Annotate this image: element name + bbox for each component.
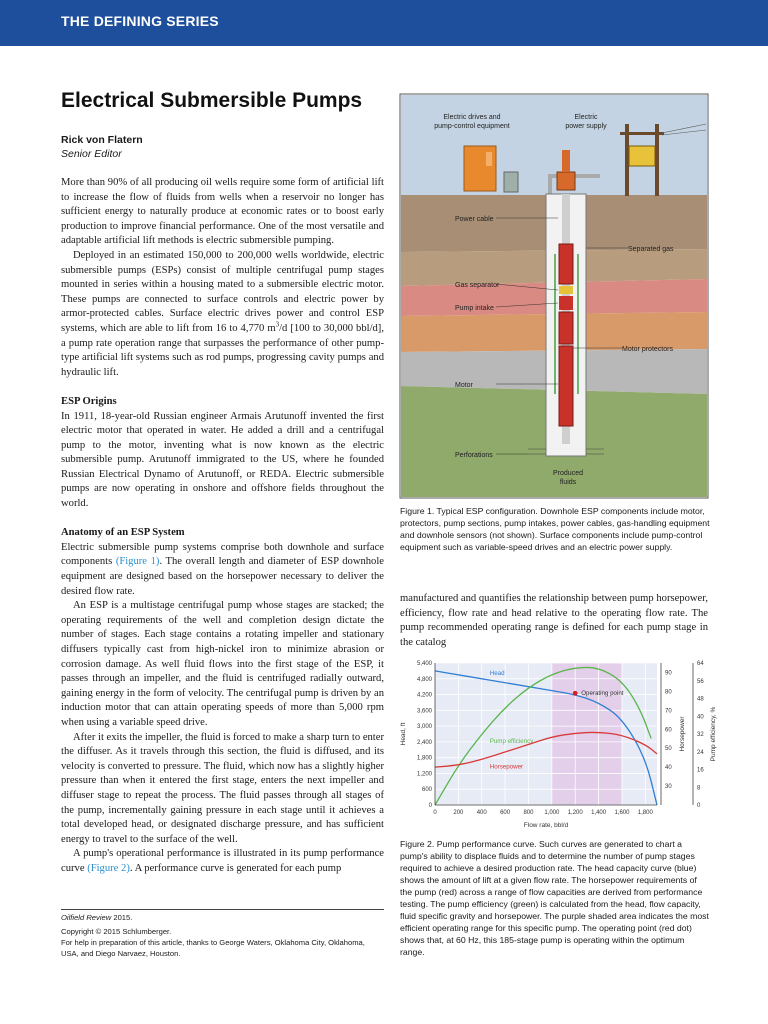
- superscript: 3: [275, 320, 280, 329]
- spacer: [61, 380, 384, 395]
- figure-1-link[interactable]: (Figure 1): [115, 556, 160, 568]
- y-tick-label: 3,000: [416, 724, 432, 731]
- right-column-text: manufactured and quantifies the relationship between pump horsepower, efficiency, flow rate and head relative to the operating flow rate. The pump recommended operating range is defined for each pump stage in the catalog: [400, 593, 708, 648]
- y3-tick-label: 16: [697, 767, 704, 774]
- transformer: [629, 146, 655, 166]
- spacer: [61, 512, 384, 527]
- label-produced-2: fluids: [559, 479, 577, 486]
- series-label-horsepower: Horsepower: [489, 763, 524, 771]
- text: . A performance curve is generated for each pump: [129, 862, 342, 874]
- y3-tick-label: 56: [697, 678, 704, 685]
- x-axis-label: Flow rate, bbl/d: [523, 822, 569, 829]
- left-column: [61, 176, 384, 877]
- y3-tick-label: 48: [697, 696, 704, 703]
- figure-2-caption: Figure 2. Pump performance curve. Such curves are generated to chart a pump's ability to displace fluids and to determine the number of pump stages required to achieve a desired production rate. The head capacity curve (blue) shows the amount of lift at a given flow rate. The horsepower requirements of the pump (red) across a range of flow capacities are derived from performance testing. The pump efficiency (green) is calculated from the head, flow capacity, fluid specific gravity and horsepower. The purple shaded area indicates the most efficient operating range for this specific pump. The operating point (red dot) shows that, at 60 Hz, this 185-stage pump is operating within the optimum range.: [400, 839, 709, 957]
- y-tick-label: 2,400: [416, 739, 432, 746]
- pump-intake-body: [559, 296, 573, 310]
- crossarm: [620, 132, 664, 135]
- y-tick-label: 1,800: [416, 755, 432, 762]
- y-tick-label: 3,600: [416, 708, 432, 715]
- figure-2-performance-chart: [395, 655, 715, 833]
- operating-point-marker: [573, 691, 578, 696]
- x-tick-label: 1,600: [614, 810, 630, 816]
- drive-panel: [486, 152, 492, 166]
- label-motor-protectors: Motor protectors: [622, 346, 673, 353]
- wellhead-valve: [562, 150, 570, 172]
- author-role: Senior Editor: [61, 148, 122, 160]
- series-label-head: Head: [489, 669, 505, 677]
- footnote-rule: [61, 909, 384, 910]
- label-perforations: Perforations: [455, 452, 493, 459]
- y2-tick-label: 70: [665, 708, 672, 715]
- label-drives-1: Electric drives and: [443, 114, 501, 121]
- label-motor: Motor: [455, 382, 473, 389]
- y-tick-label: 0: [428, 803, 432, 809]
- y-tick-label: 1,200: [416, 771, 432, 778]
- article-title: Electrical Submersible Pumps: [61, 89, 363, 112]
- figure-1-caption: Figure 1. Typical ESP configuration. Downhole ESP components include motor, protectors, pump sections, pump intakes, power cables, gas-handling equipment and downhole sensors (not shown). Surface components include pump-control equipment such as variable-speed drives and an electric power supply.: [400, 506, 710, 552]
- x-tick-label: 600: [500, 810, 511, 816]
- journal-year: 2015.: [111, 913, 133, 922]
- figure-2-link[interactable]: (Figure 2): [87, 862, 130, 874]
- footnote-copyright: Copyright © 2015 Schlumberger.: [61, 927, 172, 936]
- pump-section: [559, 244, 573, 284]
- junction-box: [504, 172, 518, 192]
- y2-tick-label: 90: [665, 670, 672, 677]
- series-title: THE DEFINING SERIES: [61, 13, 219, 29]
- y3-axis-label: Pump efficiency, %: [710, 706, 717, 762]
- label-power-1: Electric: [574, 114, 598, 121]
- figure-1-esp-illustration: [400, 94, 708, 498]
- paragraph-intro: More than 90% of all producing oil wells require some form of artificial lift to increase the flow of fluids from wells when a reservoir no longer has sufficient energy to naturally produce at economic rates or to boost early production to improve financial performance. One of the most versatile and adaptable artificial lift methods is electric submersible pumping.: [61, 177, 384, 247]
- y-tick-label: 5,400: [416, 661, 432, 667]
- gas-separator-ring: [559, 286, 573, 294]
- x-tick-label: 1,400: [591, 810, 607, 816]
- text: Deployed in an estimated 150,000 to 200,000 wells worldwide, electric submersible pumps (ESPs) consist of multiple centrifugal pump stages mounted in series within a housing mated to a submersible electric motor. These pumps are connected to surface controls and electric power by armor-protected cables. Surface electric drives power and control ESP systems, which are able to lift from 16 to 4,770 m: [61, 249, 384, 334]
- label-gas-separator: Gas separator: [455, 282, 500, 289]
- x-tick-label: 400: [476, 810, 487, 816]
- text: Electric submersible pump systems comprise both downhole and surface components: [61, 541, 384, 568]
- label-power-2: power supply: [565, 123, 607, 130]
- y-tick-label: 4,800: [416, 676, 432, 683]
- y2-tick-label: 60: [665, 727, 672, 734]
- paragraph-anatomy: [61, 541, 384, 599]
- paragraph-diffuser: After it exits the impeller, the fluid is forced to make a sharp turn to enter the diffuser. As it travels through this section, the fluid is diffused, and its velocity is converted to pressure. The fluid, which now has a slightly higher pressure than when it entered the first stage, enters the next impeller and diffuser stage to repeat the process. The fluid passes through all stages of the pump, incrementally gaining pressure in each stage until it achieves a total developed head, or designated discharge pressure, and has sufficient energy to travel to the surface of the well.: [61, 731, 384, 845]
- y2-tick-label: 50: [665, 746, 672, 753]
- x-tick-label: 1,000: [544, 810, 560, 816]
- x-tick-label: 200: [453, 810, 464, 816]
- x-tick-label: 800: [523, 810, 534, 816]
- heading-esp-origins: ESP Origins: [61, 395, 117, 407]
- y-axis-label: Head, ft: [400, 722, 407, 746]
- text: A pump's operational performance is illustrated in its pump performance curve: [61, 848, 384, 874]
- y-tick-label: 4,200: [416, 692, 432, 699]
- operating-point-label: Operating point: [581, 690, 624, 698]
- author-name: Rick von Flatern: [61, 134, 143, 146]
- series-label-pump-efficiency: Pump efficiency: [489, 738, 534, 745]
- label-produced-1: Produced: [553, 470, 583, 477]
- motor: [559, 346, 573, 426]
- label-separated-gas: Separated gas: [628, 246, 674, 253]
- wellhead: [557, 172, 575, 190]
- x-tick-label: 0: [433, 810, 437, 816]
- series-banner: [0, 0, 768, 46]
- y2-tick-label: 40: [665, 765, 672, 772]
- label-drives-2: pump-control equipment: [434, 123, 510, 130]
- y2-tick-label: 80: [665, 689, 672, 696]
- motor-protector: [559, 312, 573, 344]
- paragraph-deployment: [61, 249, 384, 380]
- text: /d [100 to 30,000 bbl/d], a pump rate operation range that surpasses the performance of other pump-type artificial lift systems such as rod pumps, progressing cavity pumps and hydraulic lift.: [61, 322, 384, 378]
- y2-tick-label: 30: [665, 784, 672, 791]
- x-tick-label: 1,200: [567, 810, 583, 816]
- heading-anatomy: Anatomy of an ESP System: [61, 527, 185, 539]
- y3-tick-label: 40: [697, 714, 704, 721]
- paragraph-origins: In 1911, 18-year-old Russian engineer Armais Arutunoff invented the first electric motor that operated in water. He added a drill and a centrifugal pump to the motor, inventing what is now known as the electric submersible pump. Arutunoff immigrated to the US, where he founded Russian Electrical Dynamo of Arutunoff, or REDA. Electric submersible pumps are now operating in onshore and offshore fields throughout the world.: [61, 410, 384, 510]
- label-power-cable: Power cable: [455, 216, 494, 223]
- paragraph-performance: [61, 847, 384, 876]
- x-tick-label: 1,800: [637, 810, 653, 816]
- paragraph-multistage: An ESP is a multistage centrifugal pump whose stages are stacked; the operating requirements of the well and completion design dictate the number of stages. Each stage contains a rotating impeller and stationary diffusers typically cast from high-nickel iron to minimize abrasion or corrosion damage. As well fluid flows into the first stage of the ESP, it passes through an impeller, and the fluid is centrifuged radially outward, gaining energy in the form of velocity. The centrifugal pump is driven by an induction motor that can attain operating speeds of more than 5,000 rpm when using a variable speed drive.: [61, 600, 384, 728]
- label-pump-intake: Pump intake: [455, 305, 494, 312]
- text: . The overall length and diameter of ESP downhole equipment are designed based on the horsepower necessary to deliver the desired flow rate.: [61, 556, 385, 597]
- y3-tick-label: 32: [697, 732, 704, 738]
- y3-tick-label: 8: [697, 785, 701, 792]
- y3-tick-label: 0: [697, 803, 701, 809]
- footnote-journal: [61, 912, 384, 923]
- y-tick-label: 600: [421, 787, 432, 794]
- footnote-thanks: For help in preparation of this article, thanks to George Waters, Oklahoma City, Oklahoma, USA, and Diego Narvaez, Houston.: [61, 938, 365, 958]
- sky: [401, 95, 707, 195]
- y3-tick-label: 64: [697, 661, 704, 667]
- y2-axis-label: Horsepower: [679, 716, 686, 752]
- journal-name: Oilfield Review: [61, 913, 112, 922]
- y3-tick-label: 24: [697, 749, 704, 756]
